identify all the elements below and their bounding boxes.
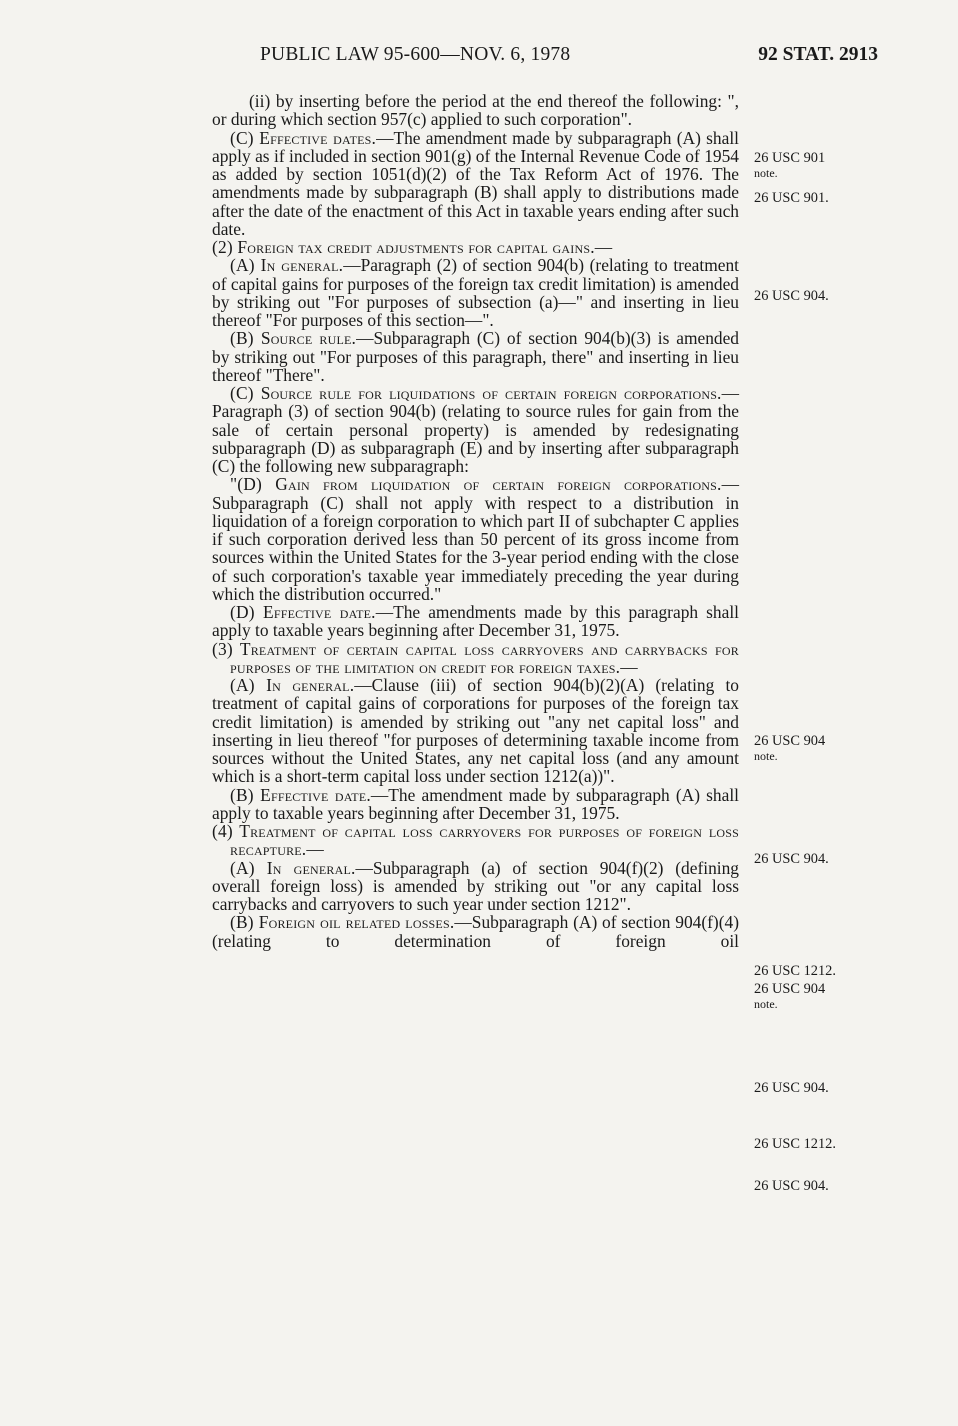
- heading: (B) Source rule.: [230, 328, 357, 349]
- heading: (C) Source rule for liquidations of certain foreign corporations.: [230, 383, 722, 403]
- margin-citation: 26 USC 904 note.: [754, 733, 826, 763]
- statute-body: [212, 92, 739, 950]
- subpara-1c: (C) Effective dates.—The amendment made by subparagraph (A) shall apply as if included in section 901(g) of the Internal Revenue Code of 1954 as added by section 1051(d)(2) of the Tax Reform Act of 1976. The amendments made by subparagraph (B) shall apply to distributions made after the date of the enactment of this Act in taxable years ending after such date.: [212, 127, 740, 239]
- subpara-2a: (A) In general.—Paragraph (2) of section 904(b) (relating to treatment of capital gains for purposes of the foreign tax credit limitation) is amended by striking out "For purposes of subsection (a)—" and inserting in lieu thereof "For purposes of this section—".: [212, 255, 739, 330]
- heading: (D) Effective date.: [230, 602, 376, 622]
- heading: (A) In general.: [230, 857, 356, 878]
- heading: (4) Treatment of capital loss carryovers for purposes of foreign loss recapture.: [212, 821, 739, 860]
- heading: (B) Effective date.: [230, 784, 371, 805]
- margin-citation: 26 USC 904.: [754, 851, 829, 867]
- clause-ii: (ii) by inserting before the period at the end thereof the following: ", or during which section 957(c) applied to such corporation".: [212, 91, 739, 130]
- statute-page-number: 92 STAT. 2913: [758, 44, 878, 65]
- heading: (C) Effective dates.: [230, 127, 377, 148]
- margin-citation: 26 USC 901 note.: [754, 150, 826, 180]
- heading: "(D) Gain from liquidation of certain foreign corporations.: [230, 474, 722, 495]
- quoted-subpara-d: "(D) Gain from liquidation of certain foreign corporations.—Subparagraph (C) shall not apply with respect to a distribution in liquidation of a foreign corporation to which part II of subchapter C applies if such corporation derived less than 50 percent of its gross income from sources within the United States for the 3-year period ending with the close of such corporation's taxable year immediately preceding the year during which the distribution occurred.": [212, 474, 739, 604]
- subpara-2d: (D) Effective date.—The amendments made by this paragraph shall apply to taxable years beginning after December 31, 1975.: [212, 602, 739, 641]
- page-header: [230, 44, 878, 72]
- para-4: (4) Treatment of capital loss carryovers for purposes of foreign loss recapture.—: [212, 821, 739, 860]
- margin-citation: 26 USC 904.: [754, 1178, 829, 1194]
- margin-citation: 26 USC 904.: [754, 1080, 829, 1096]
- subpara-4b: (B) Foreign oil related losses.—Subparagraph (A) of section 904(f)(4) (relating to determination of foreign oil: [212, 912, 739, 951]
- heading: (2) Foreign tax credit adjustments for capital gains.: [212, 237, 595, 257]
- margin-citation: 26 USC 1212.: [754, 1136, 836, 1152]
- subpara-4a: (A) In general.—Subparagraph (a) of section 904(f)(2) (defining overall foreign loss) is amended by striking out "or any capital loss carrybacks and carryovers to such year under section 1212".: [212, 857, 739, 914]
- subpara-3b: (B) Effective date.—The amendment made by subparagraph (A) shall apply to taxable years beginning after December 31, 1975.: [212, 784, 739, 823]
- running-head: PUBLIC LAW 95-600—NOV. 6, 1978: [260, 44, 571, 65]
- margin-citation: 26 USC 904 note.: [754, 981, 826, 1011]
- heading: (A) In general.: [230, 255, 344, 276]
- para-2: (2) Foreign tax credit adjustments for capital gains.—: [212, 237, 613, 257]
- heading: (B) Foreign oil related losses.: [230, 912, 455, 933]
- para-3: (3) Treatment of certain capital loss carryovers and carrybacks for purposes of the limitation on credit for foreign taxes.—: [212, 638, 739, 677]
- margin-citation: 26 USC 1212.: [754, 963, 836, 979]
- subpara-2c: (C) Source rule for liquidations of certain foreign corporations.—Paragraph (3) of section 904(b) (relating to source rules for gain from the sale of certain personal property) is amended by redesignating subparagraph (D) as subparagraph (E) and by inserting after subparagraph (C) the following new subparagraph:: [212, 383, 739, 476]
- margin-citation: 26 USC 904.: [754, 288, 829, 304]
- margin-citation: 26 USC 901.: [754, 190, 829, 206]
- heading: (A) In general.: [230, 675, 355, 695]
- subpara-2b: (B) Source rule.—Subparagraph (C) of section 904(b)(3) is amended by striking out "For purposes of this paragraph, there" and inserting in lieu thereof "There".: [212, 328, 739, 385]
- subpara-3a: (A) In general.—Clause (iii) of section 904(b)(2)(A) (relating to treatment of capital gains of corporations for purposes of the foreign tax credit limitation) is amended by striking out "any net capital loss" and inserting in lieu thereof "for purposes of determining taxable income from sources without the United States, any net capital loss (and any amount which is a short-term capital loss under section 1212(a))".: [212, 675, 739, 787]
- heading: (3) Treatment of certain capital loss carryovers and carrybacks for purposes of the limitation on credit for foreign taxes.: [212, 638, 739, 677]
